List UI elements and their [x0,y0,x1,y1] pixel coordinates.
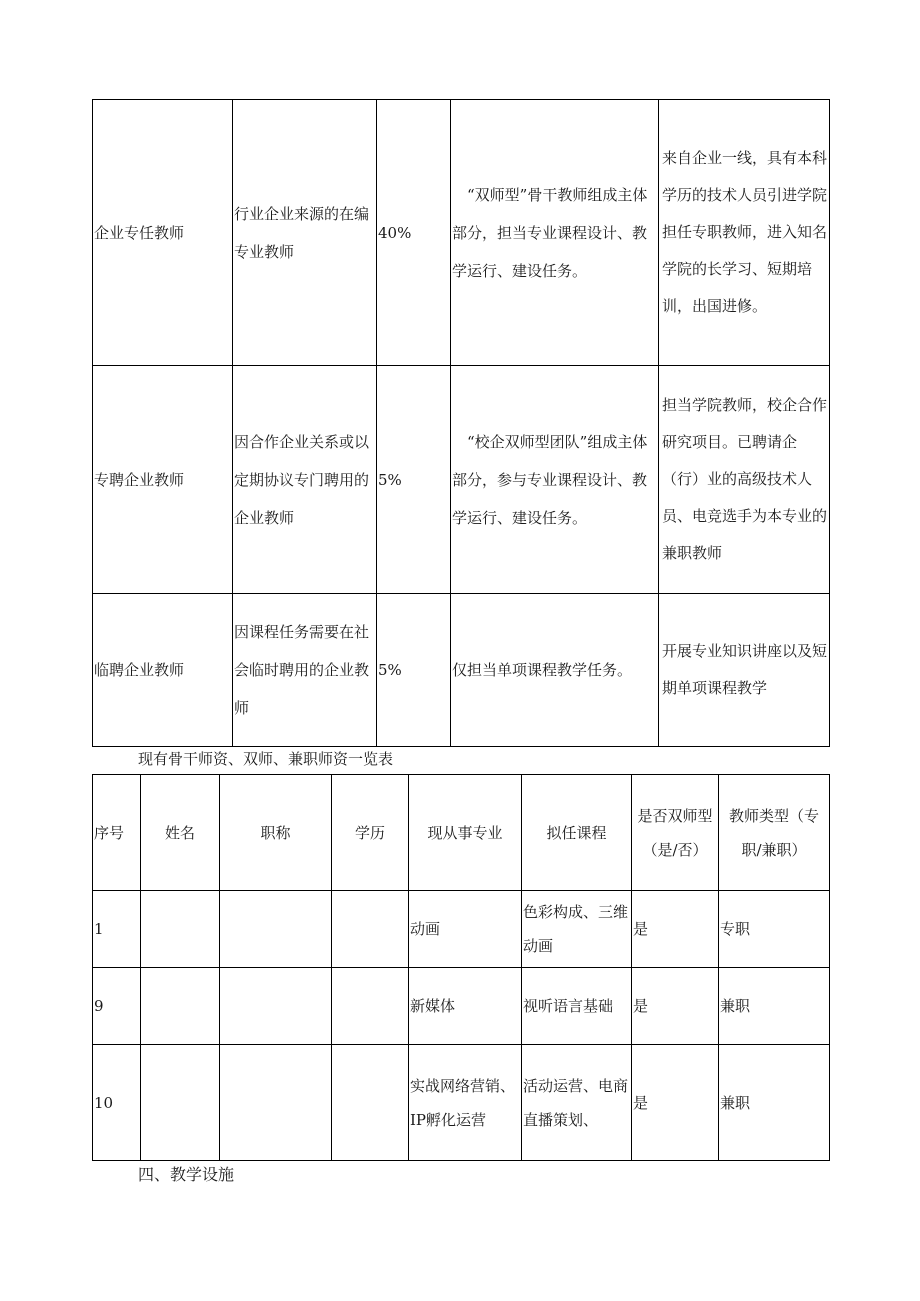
role-desc-cell: 仅担当单项课程教学任务。 [451,594,659,747]
header-dual: 是否双师型（是/否） [632,775,719,891]
role-desc-cell [451,100,659,366]
teacher-type-cell: 专聘企业教师 [93,366,233,594]
table-caption: 现有骨干师资、双师、兼职师资一览表 [138,750,394,768]
cell-kind: 兼职 [719,1045,830,1161]
cell-no: 9 [93,968,141,1045]
cell-edu [332,1045,409,1161]
role-desc-cell [451,366,659,594]
cell-major: 动画 [409,891,522,968]
teacher-source-cell: 因课程任务需要在社会临时聘用的企业教师 [233,594,377,747]
cell-name [141,1045,220,1161]
header-title: 职称 [220,775,332,891]
cell-title [220,1045,332,1161]
remark-cell: 担当学院教师，校企合作研究项目。已聘请企（行）业的高级技术人员、电竞选手为本专业的兼职教师 [659,366,830,594]
cell-title [220,891,332,968]
cell-name [141,968,220,1045]
ratio-cell: 40% [377,100,451,366]
remark-cell: 开展专业知识讲座以及短期单项课程教学 [659,594,830,747]
header-course: 拟任课程 [522,775,632,891]
cell-no: 10 [93,1045,141,1161]
table-header-row [93,775,830,891]
header-kind: 教师类型（专职/兼职） [719,775,830,891]
table-row [93,891,830,968]
header-name: 姓名 [141,775,220,891]
cell-no: 1 [93,891,141,968]
cell-title [220,968,332,1045]
teacher-source-cell: 因合作企业关系或以定期协议专门聘用的企业教师 [233,366,377,594]
cell-dual: 是 [632,968,719,1045]
cell-course: 视听语言基础 [522,968,632,1045]
teacher-source-cell: 行业企业来源的在编专业教师 [233,100,377,366]
cell-kind: 兼职 [719,968,830,1045]
role-desc-text: “校企双师型团队”组成主体部分，参与专业课程设计、教学运行、建设任务。 [452,432,648,527]
cell-kind: 专职 [719,891,830,968]
cell-major: 新媒体 [409,968,522,1045]
table-row [93,366,830,594]
faculty-list-table [92,774,830,1161]
header-major: 现从事专业 [409,775,522,891]
ratio-cell: 5% [377,594,451,747]
section-heading: 四、教学设施 [138,1165,235,1184]
table-row [93,594,830,747]
cell-edu [332,891,409,968]
table-row [93,100,830,366]
role-desc-text: “双师型”骨干教师组成主体部分，担当专业课程设计、教学运行、建设任务。 [452,185,648,280]
cell-dual: 是 [632,1045,719,1161]
header-no: 序号 [93,775,141,891]
teacher-type-cell: 临聘企业教师 [93,594,233,747]
cell-course: 色彩构成、三维动画 [522,891,632,968]
cell-edu [332,968,409,1045]
header-edu: 学历 [332,775,409,891]
ratio-cell: 5% [377,366,451,594]
remark-cell: 来自企业一线，具有本科学历的技术人员引进学院担任专职教师，进入知名学院的长学习、短期培训，出国进修。 [659,100,830,366]
teacher-source-table [92,99,830,747]
cell-major: 实战网络营销、IP孵化运营 [409,1045,522,1161]
cell-course: 活动运营、电商直播策划、 [522,1045,632,1161]
table-row [93,1045,830,1161]
cell-name [141,891,220,968]
cell-dual: 是 [632,891,719,968]
teacher-type-cell: 企业专任教师 [93,100,233,366]
table-row [93,968,830,1045]
